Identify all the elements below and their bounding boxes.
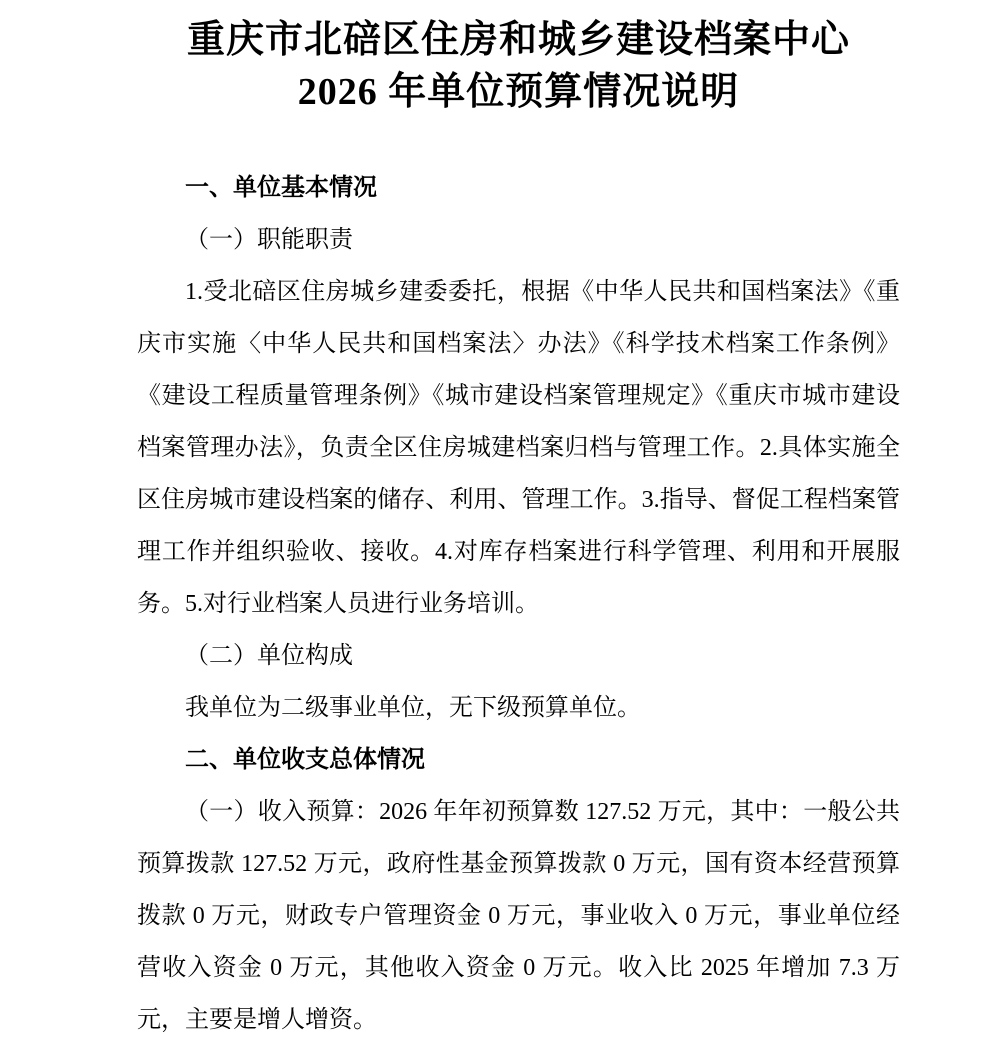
paragraph-functions-detail: 1.受北碚区住房城乡建委委托，根据《中华人民共和国档案法》《重庆市实施〈中华人民共和国档案法〉办法》《科学技术档案工作条例》《建设工程质量管理条例》《城市建设档案管理规定》《重庆市城市建设档案管理办法》，负责全区住房城建档案归档与管理工作。2.具体实施全区住房城市建设档案的储存、利用、管理工作。3.指导、督促工程档案管理工作并组织验收、接收。4.对库存档案进行科学管理、利用和开展服务。5.对行业档案人员进行业务培训。 [137,279,900,617]
paragraph-income-budget: （一）收入预算：2026 年年初预算数 127.52 万元，其中：一般公共预算拨款 127.52 万元，政府性基金预算拨款 0 万元，国有资本经营预算拨款 0 万元，财政专户管理资金 0 万元，事业收入 0 万元，事业单位经营收入资金 0 万元，其他收入资金 0 万元。收入比 2025 年增加 7.3 万元，主要是增人增资。 [137,799,900,1033]
document-title [137,14,900,118]
section-heading-basic-info: 一、单位基本情况 [185,174,377,201]
paragraph-unit-composition: 我单位为二级事业单位，无下级预算单位。 [185,695,641,721]
sub-heading-functions: （一）职能职责 [185,227,353,253]
section-heading-revenue-expenditure: 二、单位收支总体情况 [185,746,425,773]
document-title-line-2: 2026 年单位预算情况说明 [297,71,740,113]
sub-heading-unit-composition: （二）单位构成 [185,643,353,669]
document-title-line-1: 重庆市北碚区住房和城乡建设档案中心 [186,19,850,61]
